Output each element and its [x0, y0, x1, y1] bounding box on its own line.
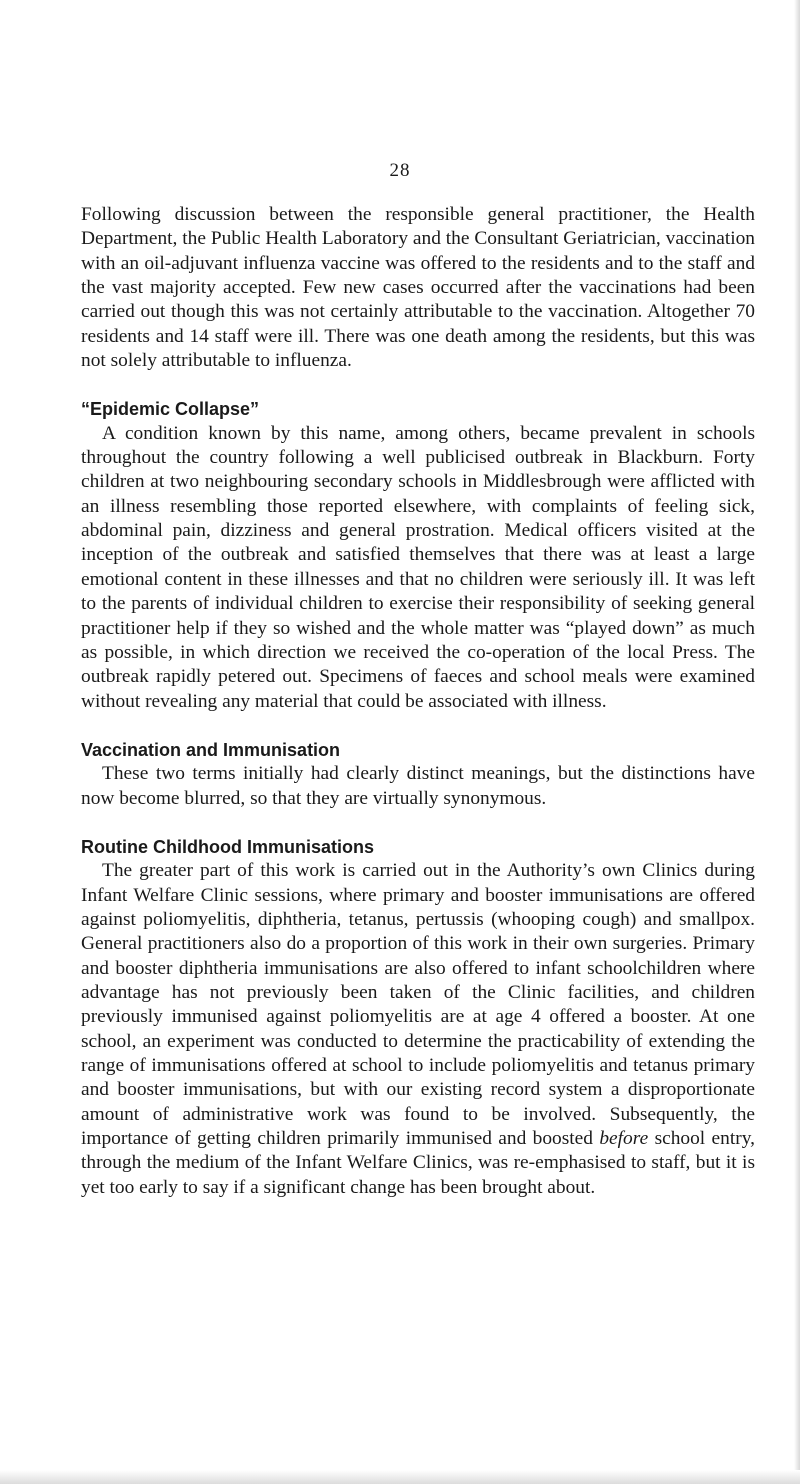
routine-emphasis-word: before [599, 1128, 649, 1150]
heading-vaccination-immunisation: Vaccination and Immunisation [81, 739, 341, 760]
routine-text-part-1: The greater part of this work is carried out in the Authority’s own Clinics during Infant Welfare Clinic sessions, where primary and booster immunisations are offered against poliomyelitis, diphtheria, tetanus, pertussis (whooping cough) and smallpox. General practitioners also do a proportion of this work in their own surgeries. Primary and booster diphtheria immunisations are also offered to infant schoolchildren where advantage has not previously been taken of the Clinic facilities, and children previously immunised against poliomyelitis are at age 4 offered a booster. At one school, an experiment was conducted to determine the practicability of extending the range of immunisations offered at school to include poliomyelitis and tetanus primary and booster immunisations, but with our existing record system a disproportionate amount of administrative work was found to be involved. Subsequently, the importance of getting children primarily immunised and boosted [81, 860, 755, 1150]
page-content [81, 203, 755, 1200]
heading-routine-childhood-immunisations: Routine Childhood Immunisations [81, 836, 374, 857]
routine-text-part-2: school entry, through the medium of the Infant Welfare Clinics, was re-emphasised to staff, but it is yet too early to say if a significant change has been brought about. [81, 1128, 755, 1198]
scan-right-edge [794, 0, 800, 1484]
vaccination-paragraph: These two terms initially had clearly distinct meanings, but the distinctions have now become blurred, so that they are virtually synonymous. [81, 763, 755, 809]
epidemic-collapse-paragraph: A condition known by this name, among others, became prevalent in schools throughout the country following a well publicised outbreak in Blackburn. Forty children at two neighbouring secondary schools in Middlesbrough were afflicted with an illness resembling those reported elsewhere, with complaints of feeling sick, abdominal pain, dizziness and general prostration. Medical officers visited at the inception of the outbreak and satisfied themselves that there was at least a large emotional content in these illnesses and that no children were seriously ill. It was left to the parents of individual children to exercise their responsibility of seeking general practitioner help if they so wished and the whole matter was “played down” as much as possible, in which direction we received the co-operation of the local Press. The outbreak rapidly petered out. Specimens of faeces and school meals were examined without revealing any material that could be associated with illness. [81, 422, 755, 712]
intro-paragraph: Following discussion between the responsible general practitioner, the Health Department, the Public Health Laboratory and the Consultant Geriatrician, vaccination with an oil-adjuvant influenza vaccine was offered to the residents and to the staff and the vast majority accepted. Few new cases occurred after the vaccinations had been carried out though this was not certainly attributable to the vaccination. Altogether 70 residents and 14 staff were ill. There was one death among the residents, but this was not solely attributable to influenza. [81, 204, 755, 372]
scan-bottom-edge [0, 1470, 800, 1484]
routine-immunisations-paragraph [81, 859, 755, 1200]
page-number: 28 [389, 160, 411, 181]
heading-epidemic-collapse: “Epidemic Collapse” [81, 399, 260, 420]
